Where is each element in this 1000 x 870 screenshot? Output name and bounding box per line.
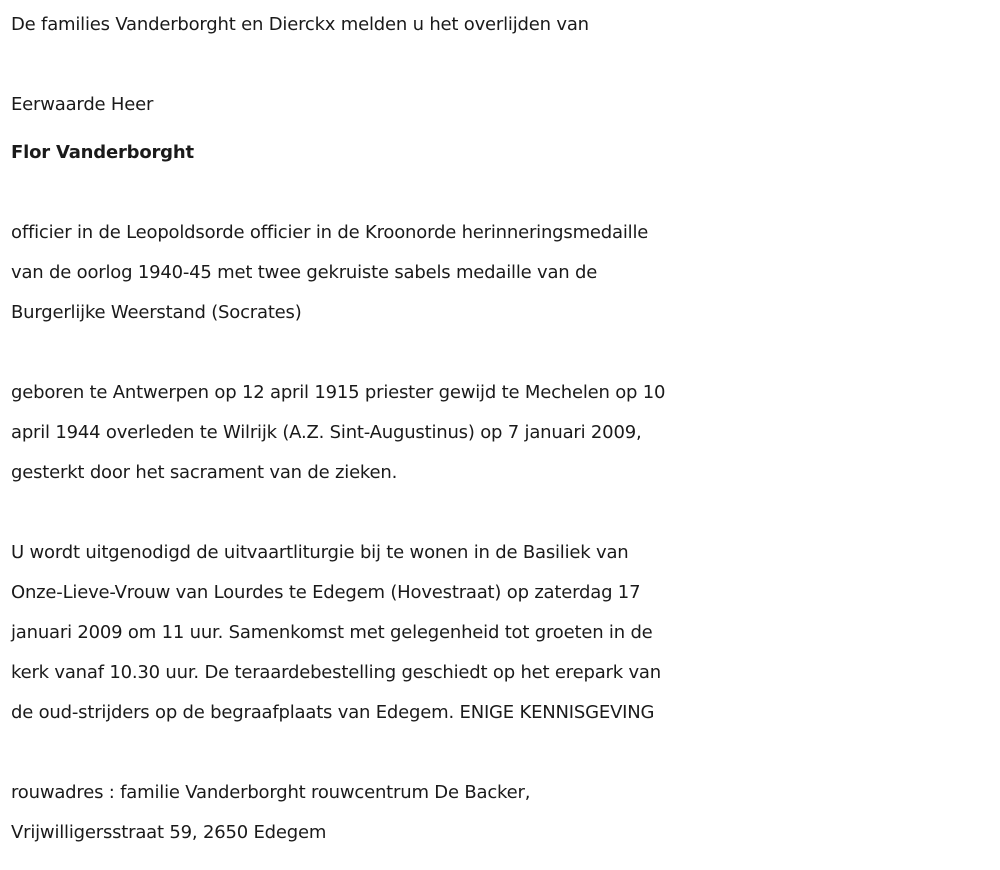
spacer — [11, 125, 995, 133]
funeral-paragraph — [11, 533, 995, 733]
funeral-line: kerk vanaf 10.30 uur. De teraardebestelling geschiedt op het erepark van — [11, 662, 661, 683]
funeral-line: Onze-Lieve-Vrouw van Lourdes te Edegem (Hovestraat) op zaterdag 17 — [11, 582, 641, 603]
funeral-line: de oud-strijders op de begraafplaats van Edegem. ENIGE KENNISGEVING — [11, 702, 655, 723]
spacer — [11, 733, 995, 773]
spacer — [11, 45, 995, 85]
biography-line: april 1944 overleden te Wilrijk (A.Z. Sint-Augustinus) op 7 januari 2009, — [11, 422, 642, 443]
address-line: rouwadres : familie Vanderborght rouwcentrum De Backer, — [11, 782, 531, 803]
address-paragraph — [11, 773, 995, 853]
honours-line: Burgerlijke Weerstand (Socrates) — [11, 302, 302, 323]
honours-line: van de oorlog 1940-45 met twee gekruiste sabels medaille van de — [11, 262, 598, 283]
honours-line: officier in de Leopoldsorde officier in de Kroonorde herinneringsmedaille — [11, 222, 649, 243]
funeral-line: U wordt uitgenodigd de uitvaartliturgie bij te wonen in de Basiliek van — [11, 542, 629, 563]
funeral-line: januari 2009 om 11 uur. Samenkomst met gelegenheid tot groeten in de — [11, 622, 653, 643]
address-line: Vrijwilligersstraat 59, 2650 Edegem — [11, 822, 327, 843]
intro-text: De families Vanderborght en Dierckx melden u het overlijden van — [11, 14, 589, 35]
death-notice — [11, 5, 995, 853]
biography-paragraph — [11, 373, 995, 493]
spacer — [11, 493, 995, 533]
spacer — [11, 333, 995, 373]
honours-paragraph — [11, 213, 995, 333]
biography-line: gesterkt door het sacrament van de zieken. — [11, 462, 398, 483]
honorific-title: Eerwaarde Heer — [11, 94, 154, 115]
biography-line: geboren te Antwerpen op 12 april 1915 priester gewijd te Mechelen op 10 — [11, 382, 666, 403]
deceased-name: Flor Vanderborght — [11, 142, 194, 163]
spacer — [11, 173, 995, 213]
